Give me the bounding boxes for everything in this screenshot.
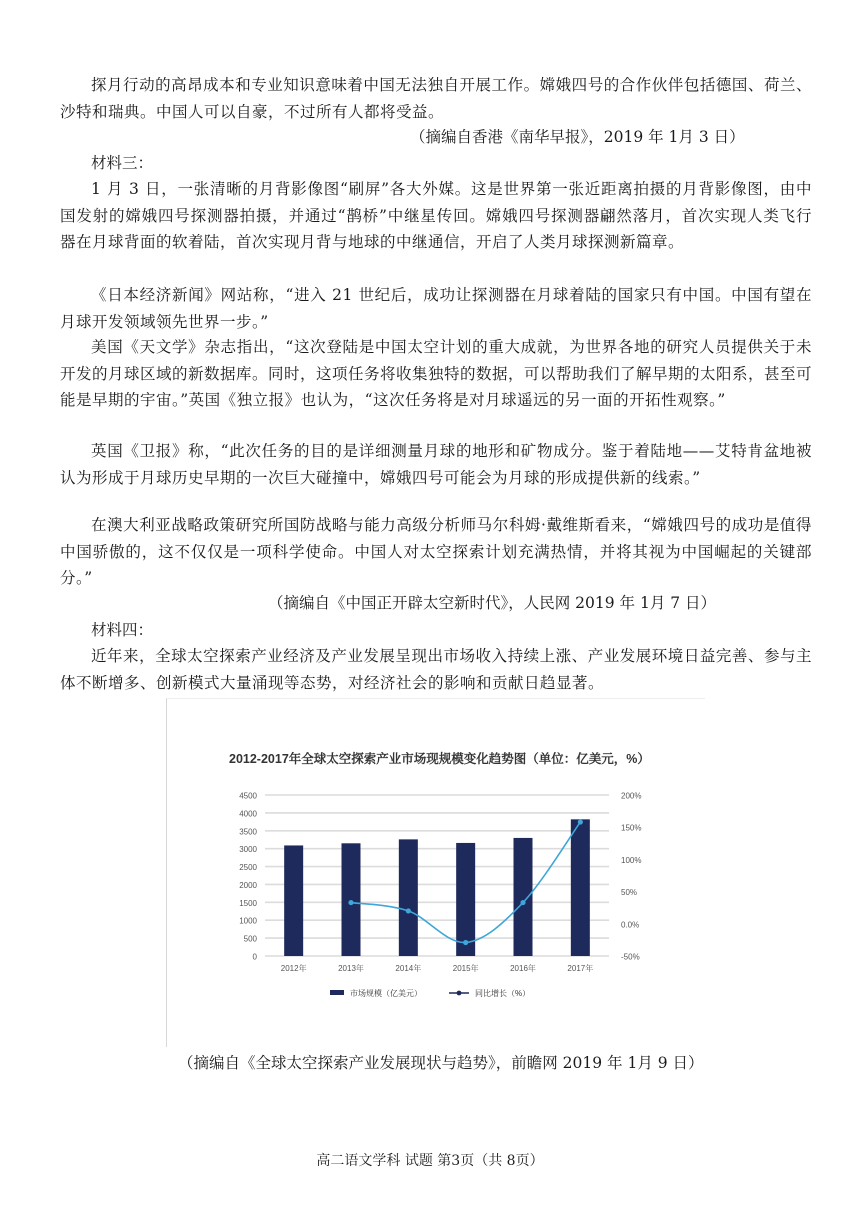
paragraph-astronomy: 美国《天文学》杂志指出，“这次登陆是中国太空计划的重大成就，为世界各地的研究人员提供关于未开发的月球区域的新数据库。同时，这项任务将收集独特的数据，可以帮助我们了解早期的太阳系，甚至可能是早期的宇宙。”英国《独立报》也认为，“这次任务将是对月球遥远的另一面的开拓性观察。” <box>60 338 813 409</box>
page-footer: 高二语文学科 试题 第3页（共 8页） <box>316 1153 544 1169</box>
y-left-tick-label: 1500 <box>239 898 257 908</box>
source-citation-scmp: （摘编自香港《南华早报》，2019 年 1月 3 日） <box>410 128 745 146</box>
market-chart-svg <box>167 699 705 1047</box>
source-citation-qianzhan: （摘编自《全球太空探索产业发展现状与趋势》，前瞻网 2019 年 1月 9 日） <box>178 1054 704 1072</box>
chart-legend <box>330 988 530 998</box>
x-tick-label: 2012年 <box>280 964 307 973</box>
paragraph-nikkei: 《日本经济新闻》网站称，“进入 21 世纪后，成功让探测器在月球着陆的国家只有中国。中国有望在月球开发领域领先世界一步。” <box>60 286 812 331</box>
x-tick-label: 2016年 <box>510 964 536 973</box>
y-right-tick-label: 100% <box>621 855 642 865</box>
bar <box>514 838 533 956</box>
legend-bar-label: 市场规模（亿美元） <box>350 989 422 998</box>
legend-bar-swatch <box>330 990 344 995</box>
x-tick-label: 2014年 <box>395 964 422 973</box>
y-left-tick-label: 3500 <box>239 827 257 837</box>
chart-bars <box>284 819 590 956</box>
bar <box>456 843 475 956</box>
y-right-tick-label: 200% <box>621 791 642 801</box>
material-4-label: 材料四： <box>91 621 154 639</box>
y-right-tick-label: 50% <box>621 888 638 898</box>
x-tick-label: 2015年 <box>452 964 479 973</box>
x-tick-label: 2017年 <box>567 964 594 973</box>
bar <box>571 819 590 956</box>
bar <box>342 843 361 956</box>
growth-point <box>406 908 411 913</box>
y-right-tick-label: 0.0% <box>621 920 640 930</box>
source-citation-people: （摘编自《中国正开辟太空新时代》，人民网 2019 年 1月 7 日） <box>268 594 717 612</box>
paragraph-guardian: 英国《卫报》称，“此次任务的目的是详细测量月球的地形和矿物成分。鉴于着陆地——艾特肯盆地被认为形成于月球历史早期的一次巨大碰撞中，嫦娥四号可能会为月球的形成提供新的线索。” <box>60 442 812 487</box>
y-left-tick-label: 500 <box>243 934 257 944</box>
y-right-tick-label: -50% <box>621 952 640 962</box>
x-tick-label: 2013年 <box>338 964 364 973</box>
y-left-tick-label: 0 <box>252 952 257 962</box>
growth-point <box>520 900 525 905</box>
bar <box>399 839 418 956</box>
y-left-tick-label: 1000 <box>239 916 257 926</box>
material-3-label: 材料三： <box>91 154 154 172</box>
y-left-tick-label: 4500 <box>239 791 257 801</box>
market-chart <box>166 698 705 1047</box>
y-right-tick-label: 150% <box>621 823 642 833</box>
growth-point <box>578 819 583 824</box>
y-left-tick-label: 4000 <box>239 809 257 819</box>
y-left-tick-label: 2500 <box>239 863 257 873</box>
paragraph-industry: 近年来，全球太空探索产业经济及产业发展呈现出市场收入持续上涨、产业发展环境日益完善、参与主体不断增多、创新模式大量涌现等态势，对经济社会的影响和贡献日趋显著。 <box>60 647 812 692</box>
y-left-tick-label: 2000 <box>239 880 257 890</box>
growth-point <box>348 900 353 905</box>
growth-point <box>463 940 468 945</box>
bar <box>284 845 303 956</box>
chart-title: 2012-2017年全球太空探索产业市场现规模变化趋势图（单位：亿美元，%） <box>229 752 650 766</box>
paragraph-malcolm-davis: 在澳大利亚战略政策研究所国防战略与能力高级分析师马尔科姆·戴维斯看来，“嫦娥四号的成功是值得中国骄傲的，这不仅仅是一项科学使命。中国人对太空探索计划充满热情，并将其视为中国崛起的关键部分。” <box>60 516 812 587</box>
chart-grid <box>265 795 609 956</box>
legend-line-label: 同比增长（%） <box>475 989 531 998</box>
y-left-tick-label: 3000 <box>239 845 257 855</box>
legend-line-marker <box>457 991 462 996</box>
paragraph-moon-image: 1 月 3 日，一张清晰的月背影像图“刷屏”各大外媒。这是世界第一张近距离拍摄的月背影像图，由中国发射的嫦娥四号探测器拍摄，并通过“鹊桥”中继星传回。嫦娥四号探测器翩然落月，首次实现人类飞行器在月球背面的软着陆，首次实现月背与地球的中继通信，开启了人类月球探测新篇章。 <box>60 180 812 251</box>
paragraph-material2-end: 探月行动的高昂成本和专业知识意味着中国无法独自开展工作。嫦娥四号的合作伙伴包括德国、荷兰、沙特和瑞典。中国人可以自豪，不过所有人都将受益。 <box>60 76 812 121</box>
